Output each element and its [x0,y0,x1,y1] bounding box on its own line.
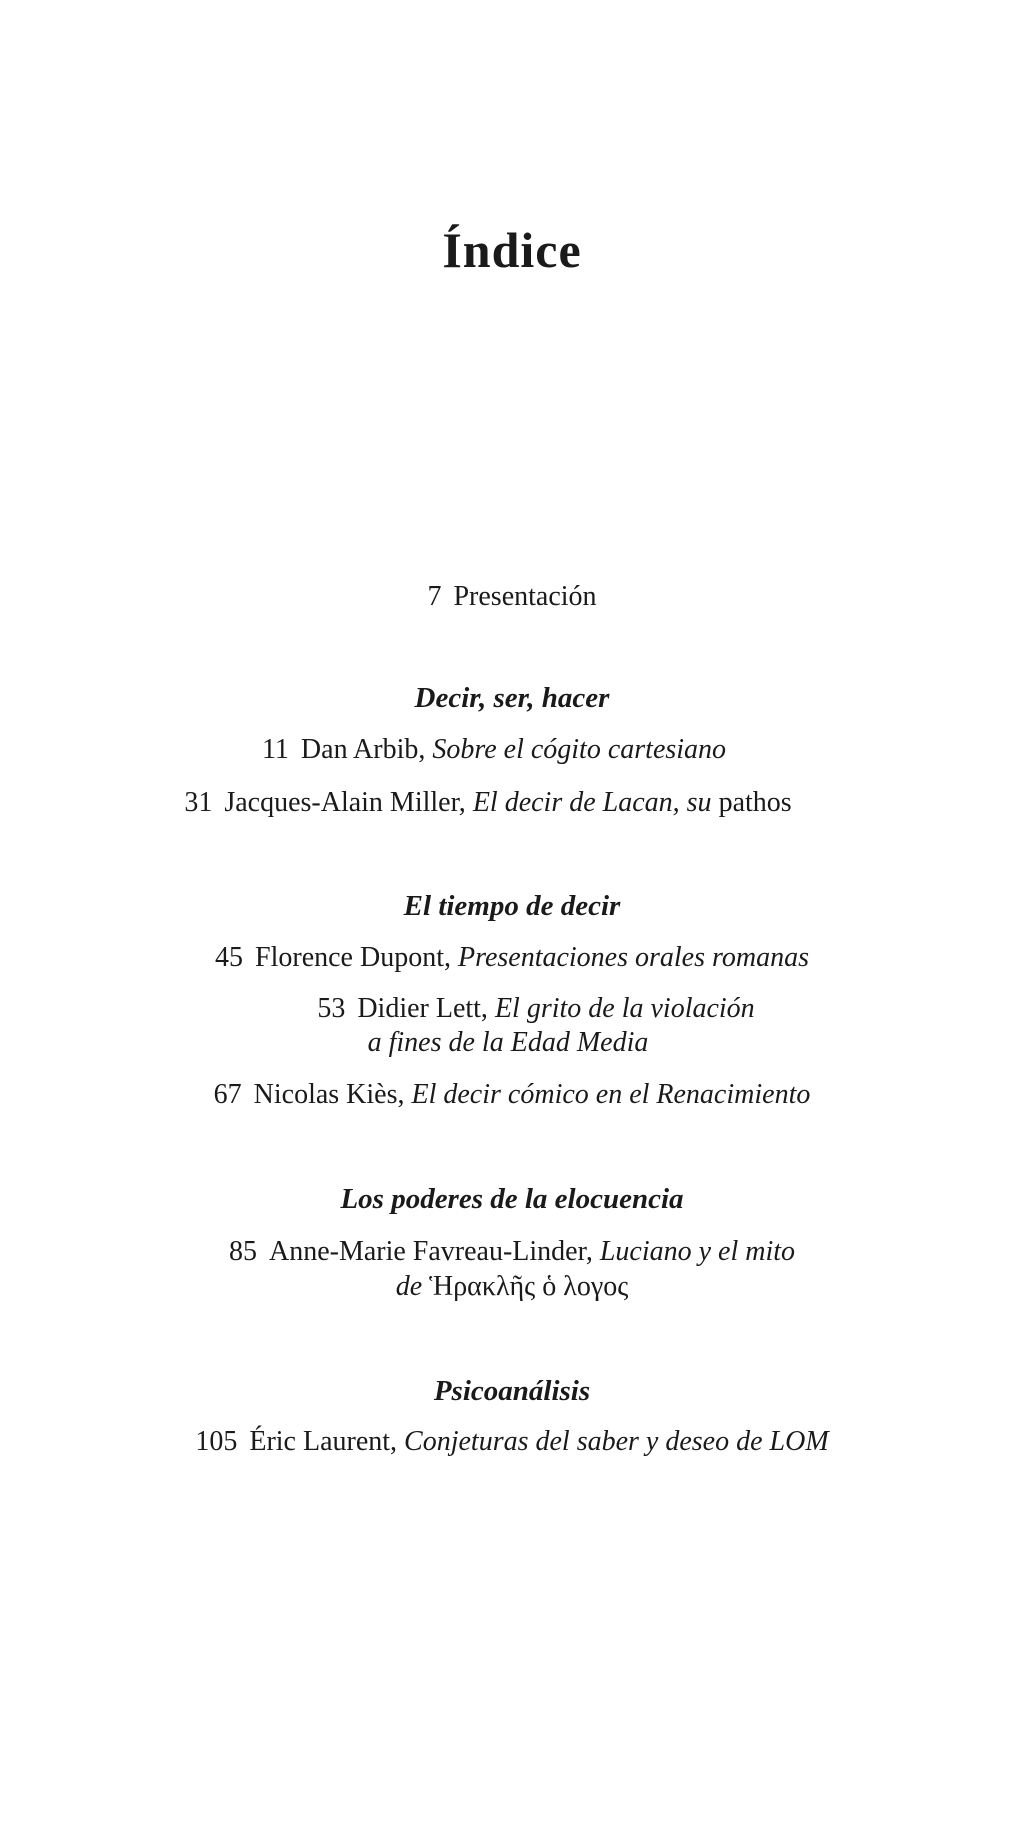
toc-entry [0,733,1006,767]
section-heading: Decir, ser, hacer [414,682,610,714]
page-title: Índice [442,222,582,278]
toc-entry-continuation [0,1026,1020,1060]
entry-work: El decir de Lacan, su [472,787,712,818]
page-number: 105 [195,1426,238,1457]
entry-author: Florence Dupont, [255,942,451,973]
toc-entry [0,1235,1024,1269]
toc-entry [24,992,1024,1026]
entry-work: Sobre el cógito cartesiano [432,734,727,765]
toc-entry [0,941,1024,975]
entry-author: Éric Laurent, [249,1426,398,1457]
section-heading: Los poderes de la elocuencia [340,1183,684,1215]
entry-author: Anne-Marie Favreau-Linder, [268,1236,593,1267]
entry-label: Presentación [453,581,597,612]
page-number: 67 [213,1079,242,1110]
entry-author: Didier Lett, [357,993,488,1024]
toc-entry [0,1078,1024,1112]
section-heading: El tiempo de decir [403,890,621,922]
toc-entry-presentation [0,580,1024,614]
page-number: 11 [261,734,289,765]
entry-author: Dan Arbib, [300,734,426,765]
entry-work: El decir cómico en el Renacimiento [411,1079,811,1110]
page-number: 85 [228,1236,257,1267]
entry-work: El grito de la violación [494,993,755,1024]
entry-work-greek: Ἡρακλῆς ὁ λογος [429,1271,629,1302]
toc-entry-continuation [0,1270,1024,1304]
page-number: 45 [215,942,244,973]
section-heading: Psicoanálisis [433,1375,591,1407]
entry-work-tail: pathos [718,787,792,818]
entry-author: Nicolas Kiès, [253,1079,405,1110]
toc-entry [0,786,1000,820]
page-number: 53 [317,993,346,1024]
entry-work: Luciano y el mito [599,1236,796,1267]
entry-work: Presentaciones orales romanas [457,942,809,973]
entry-work-line2: a fines de la Edad Media [367,1027,649,1058]
page-number: 31 [184,787,213,818]
toc-entry [0,1425,1024,1459]
entry-work: Conjeturas del saber y deseo de LOM [404,1426,829,1457]
entry-work-line2-prefix: de [395,1271,423,1302]
page-number: 7 [427,581,442,612]
entry-author: Jacques-Alain Miller, [224,787,466,818]
